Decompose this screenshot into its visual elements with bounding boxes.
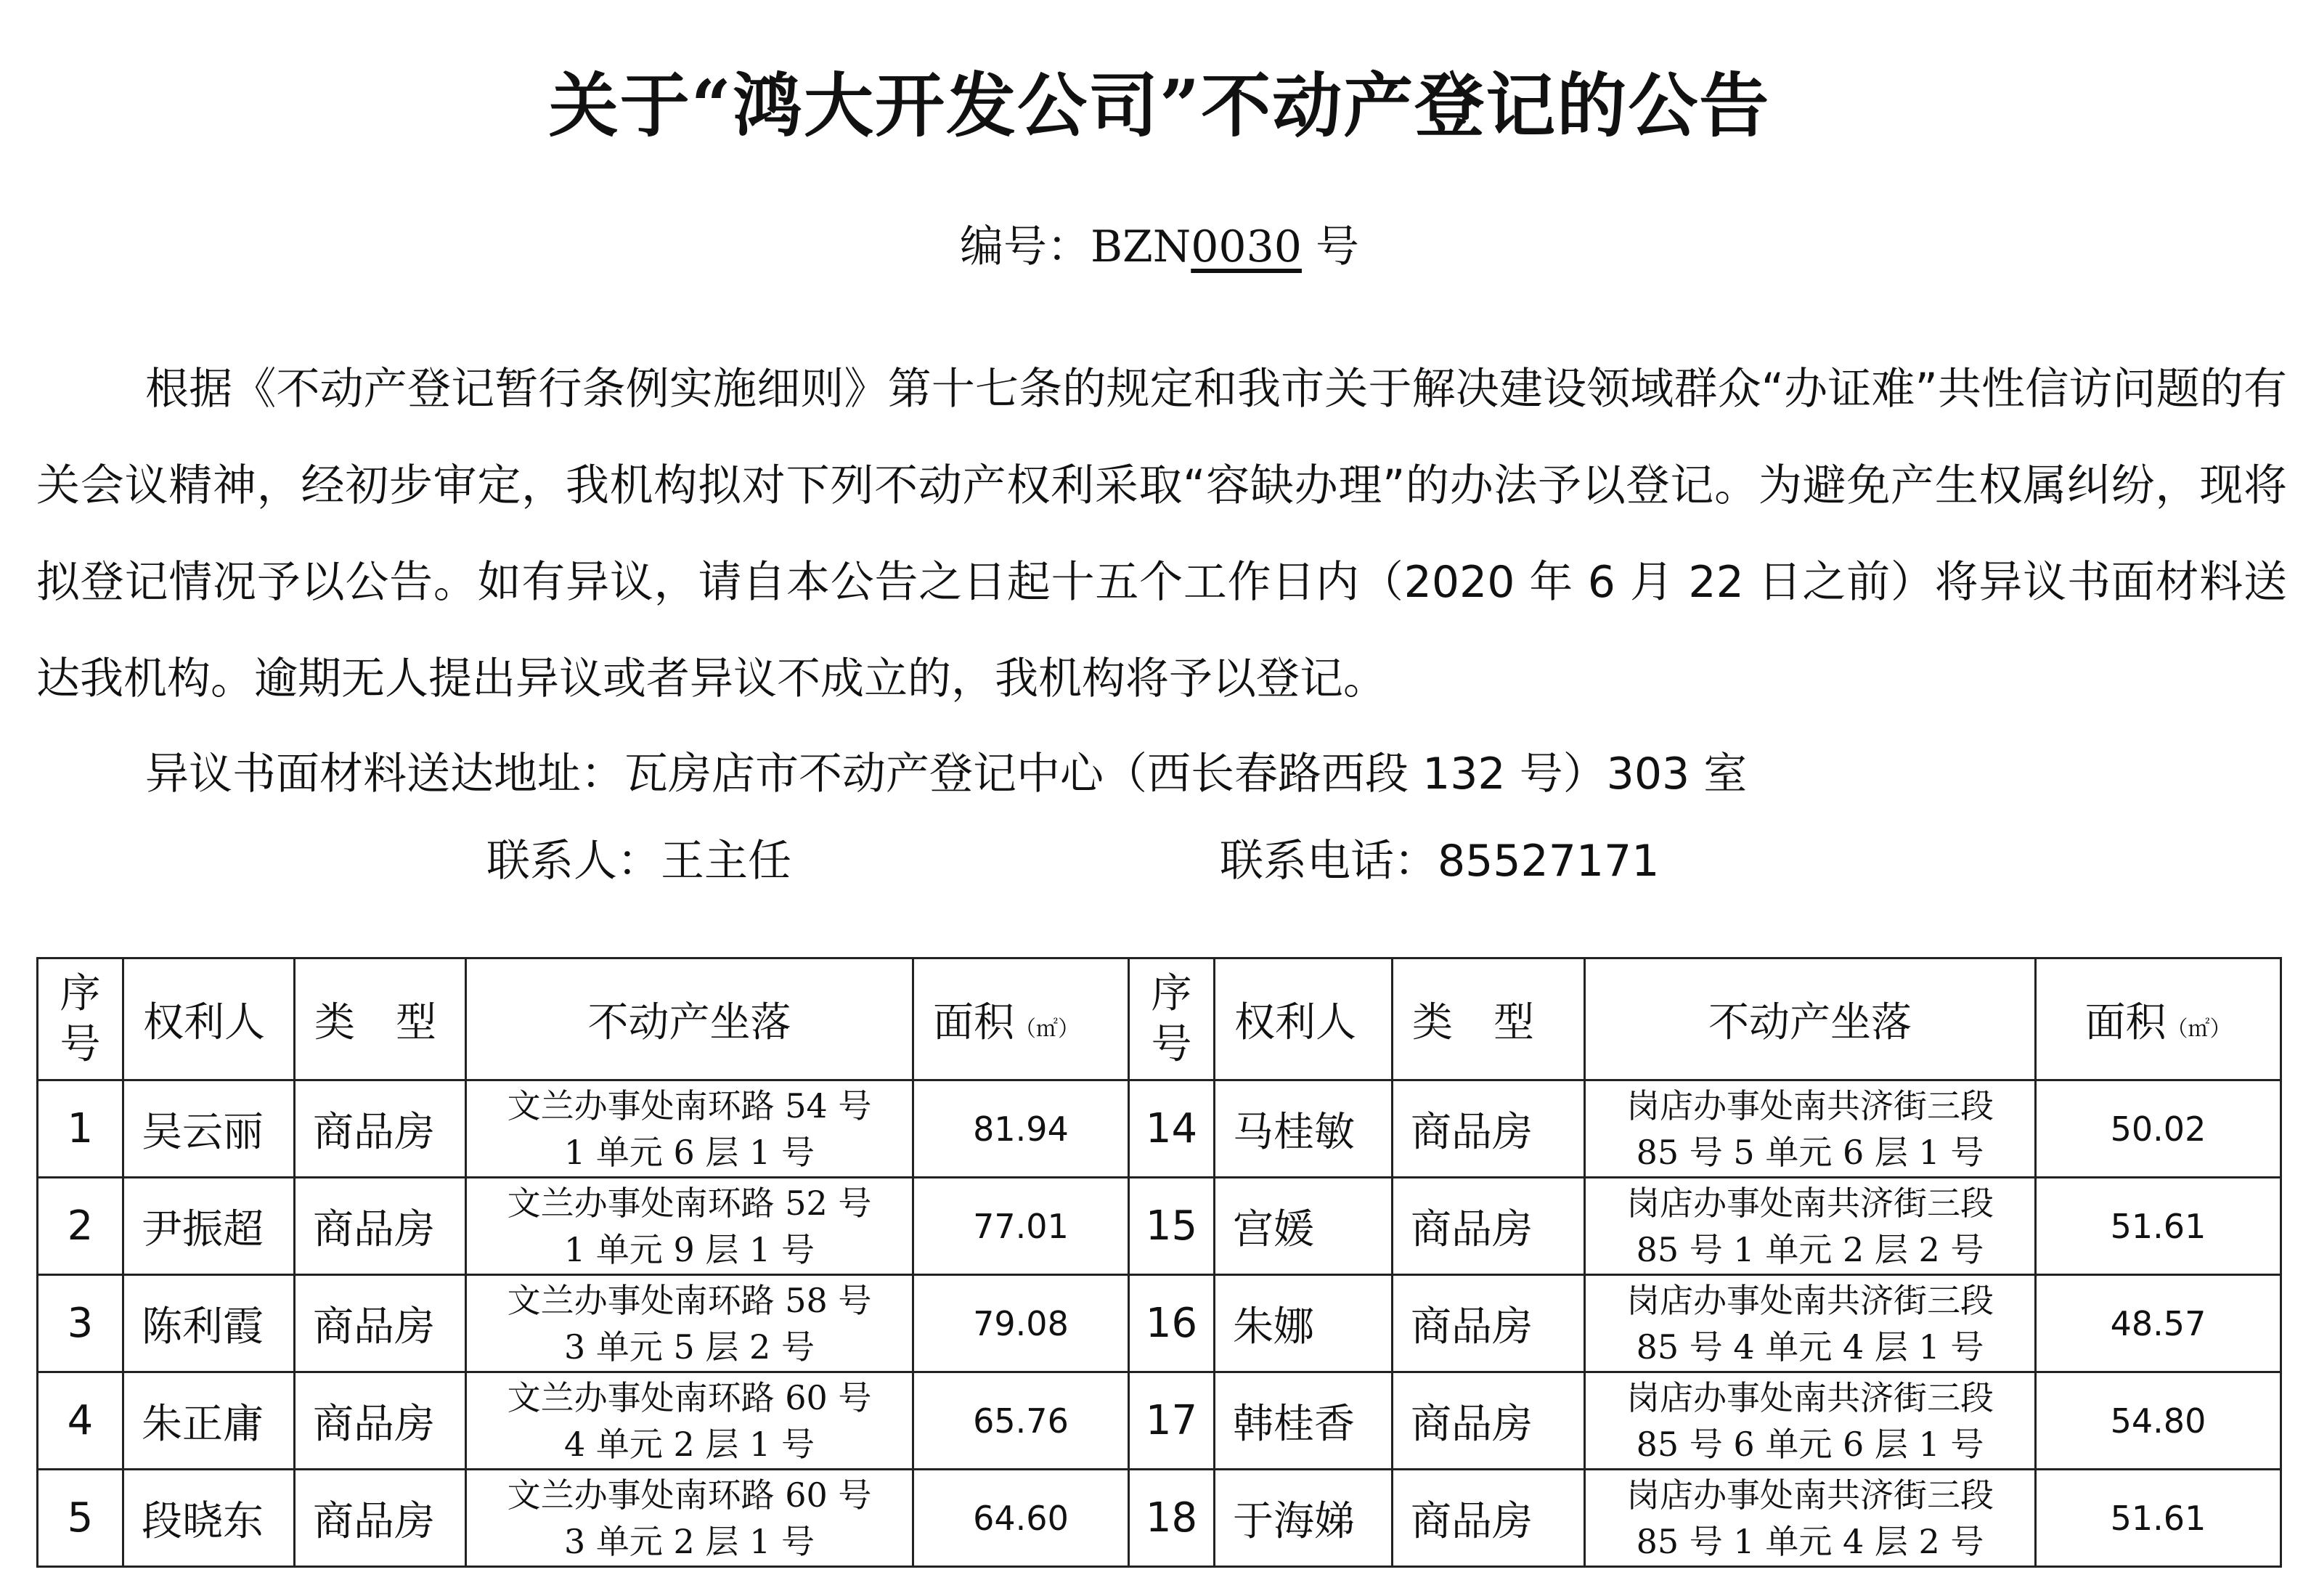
table-header-row <box>38 958 2281 1080</box>
location-line: 文兰办事处南环路 58 号 <box>507 1280 872 1320</box>
cell-area: 64.60 <box>913 1470 1129 1567</box>
location-line: 岗店办事处南共济街三段 <box>1626 1280 1994 1320</box>
location-line: 3 单元 5 层 2 号 <box>564 1327 815 1367</box>
cell-area: 48.57 <box>2036 1275 2281 1372</box>
table-row <box>38 1372 2281 1470</box>
cell-seq: 5 <box>38 1470 123 1567</box>
contact-phone: 联系电话：85527171 <box>1220 836 1660 887</box>
table-row <box>38 1080 2281 1178</box>
location-line: 3 单元 2 层 1 号 <box>564 1521 815 1561</box>
cell-owner: 宫媛 <box>1215 1178 1393 1275</box>
cell-location <box>466 1178 913 1275</box>
header-owner: 权利人 <box>123 958 295 1080</box>
registration-table <box>36 957 2282 1568</box>
cell-type: 商品房 <box>1393 1080 1585 1178</box>
header-seq: 序 号 <box>38 958 123 1080</box>
header-type: 类 型 <box>1393 958 1585 1080</box>
cell-owner: 韩桂香 <box>1215 1372 1393 1470</box>
cell-seq: 16 <box>1129 1275 1215 1372</box>
cell-type: 商品房 <box>1393 1372 1585 1470</box>
contact-person: 联系人：王主任 <box>486 836 791 887</box>
cell-owner: 马桂敏 <box>1215 1080 1393 1178</box>
notice-title: 关于“鸿大开发公司”不动产登记的公告 <box>548 65 1771 147</box>
cell-seq: 14 <box>1129 1080 1215 1178</box>
cell-area: 51.61 <box>2036 1178 2281 1275</box>
location-line: 85 号 4 单元 4 层 1 号 <box>1636 1327 1984 1367</box>
cell-type: 商品房 <box>1393 1470 1585 1567</box>
cell-owner: 朱娜 <box>1215 1275 1393 1372</box>
location-line: 文兰办事处南环路 60 号 <box>507 1377 872 1417</box>
location-line: 85 号 1 单元 2 层 2 号 <box>1636 1229 1984 1269</box>
cell-location <box>1585 1372 2036 1470</box>
location-line: 4 单元 2 层 1 号 <box>564 1424 815 1464</box>
cell-location <box>1585 1178 2036 1275</box>
table-row <box>38 1178 2281 1275</box>
location-line: 岗店办事处南共济街三段 <box>1626 1086 1994 1125</box>
location-line: 85 号 6 单元 6 层 1 号 <box>1636 1424 1984 1464</box>
cell-location <box>1585 1470 2036 1567</box>
location-line: 文兰办事处南环路 52 号 <box>507 1183 872 1223</box>
header-area: 面积（㎡） <box>913 958 1129 1080</box>
cell-area: 50.02 <box>2036 1080 2281 1178</box>
cell-owner: 陈利霞 <box>123 1275 295 1372</box>
location-line: 85 号 1 单元 4 层 2 号 <box>1636 1521 1984 1561</box>
cell-area: 54.80 <box>2036 1372 2281 1470</box>
cell-area: 65.76 <box>913 1372 1129 1470</box>
notice-number-suffix: 号 <box>1301 221 1360 272</box>
location-line: 85 号 5 单元 6 层 1 号 <box>1636 1132 1984 1172</box>
cell-seq: 15 <box>1129 1178 1215 1275</box>
cell-location <box>1585 1275 2036 1372</box>
table-row <box>38 1275 2281 1372</box>
cell-seq: 17 <box>1129 1372 1215 1470</box>
cell-type: 商品房 <box>295 1080 466 1178</box>
location-line: 1 单元 9 层 1 号 <box>564 1229 815 1269</box>
location-line: 文兰办事处南环路 60 号 <box>507 1475 872 1515</box>
cell-type: 商品房 <box>295 1275 466 1372</box>
header-location: 不动产坐落 <box>466 958 913 1080</box>
cell-type: 商品房 <box>1393 1178 1585 1275</box>
table-row <box>38 1470 2281 1567</box>
notice-body-paragraph: 根据《不动产登记暂行条例实施细则》第十七条的规定和我市关于解决建设领域群众“办证难”共性信访问题的有关会议精神，经初步审定，我机构拟对下列不动产权利采取“容缺办理”的办法予以登记。为避免产生权属纠纷，现将拟登记情况予以公告。如有异议，请自本公告之日起十五个工作日内（2020 年 6 月 22 日之前）将异议书面材料送达我机构。逾期无人提出异议或者异议不成立的，我机构将予以登记。 <box>36 364 2287 704</box>
location-line: 岗店办事处南共济街三段 <box>1626 1377 1994 1417</box>
cell-type: 商品房 <box>1393 1275 1585 1372</box>
cell-location <box>1585 1080 2036 1178</box>
location-line: 1 单元 6 层 1 号 <box>564 1132 815 1172</box>
cell-seq: 4 <box>38 1372 123 1470</box>
header-seq: 序 号 <box>1129 958 1215 1080</box>
header-area: 面积（㎡） <box>2036 958 2281 1080</box>
cell-seq: 18 <box>1129 1470 1215 1567</box>
cell-seq: 3 <box>38 1275 123 1372</box>
cell-location <box>466 1372 913 1470</box>
cell-owner: 于海娣 <box>1215 1470 1393 1567</box>
notice-number-code: 0030 <box>1191 221 1302 272</box>
cell-owner: 段晓东 <box>123 1470 295 1567</box>
cell-type: 商品房 <box>295 1178 466 1275</box>
cell-location <box>466 1275 913 1372</box>
notice-number-prefix: 编号：BZN <box>959 221 1191 272</box>
cell-type: 商品房 <box>295 1372 466 1470</box>
cell-seq: 2 <box>38 1178 123 1275</box>
cell-location <box>466 1470 913 1567</box>
header-location: 不动产坐落 <box>1585 958 2036 1080</box>
cell-seq: 1 <box>38 1080 123 1178</box>
header-owner: 权利人 <box>1215 958 1393 1080</box>
cell-area: 79.08 <box>913 1275 1129 1372</box>
cell-type: 商品房 <box>295 1470 466 1567</box>
cell-owner: 吴云丽 <box>123 1080 295 1178</box>
location-line: 岗店办事处南共济街三段 <box>1626 1183 1994 1223</box>
location-line: 文兰办事处南环路 54 号 <box>507 1086 872 1125</box>
cell-owner: 朱正庸 <box>123 1372 295 1470</box>
cell-area: 81.94 <box>913 1080 1129 1178</box>
cell-location <box>466 1080 913 1178</box>
cell-area: 51.61 <box>2036 1470 2281 1567</box>
objection-address: 异议书面材料送达地址：瓦房店市不动产登记中心（西长春路西段 132 号）303 室 <box>145 749 1748 799</box>
location-line: 岗店办事处南共济街三段 <box>1626 1475 1994 1515</box>
cell-area: 77.01 <box>913 1178 1129 1275</box>
notice-number <box>0 212 2319 274</box>
header-type: 类 型 <box>295 958 466 1080</box>
cell-owner: 尹振超 <box>123 1178 295 1275</box>
